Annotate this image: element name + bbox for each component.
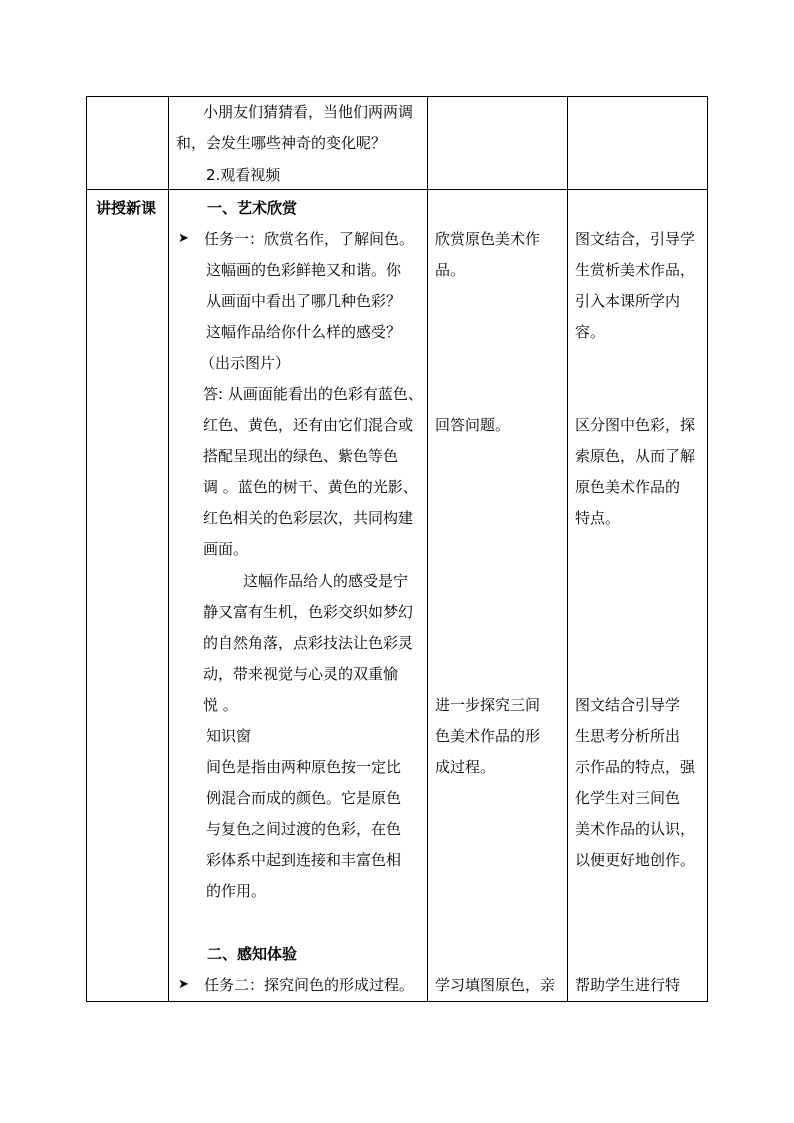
task1-line: 这幅画的色彩鲜艳又和谐。你 xyxy=(206,261,402,279)
design-intent-line: 区分图中色彩，探 xyxy=(575,416,696,434)
knowledge-line: 的作用。 xyxy=(206,882,267,900)
arrow-bullet-icon: ➤ xyxy=(178,231,189,246)
answer-line: 画面。 xyxy=(203,540,249,558)
design-intent-line: 示作品的特点，强 xyxy=(575,758,696,776)
answer-line: 红色相关的色彩层次，共同构建 xyxy=(203,509,414,527)
task1-line: 任务一：欣赏名作，了解间色。 xyxy=(204,230,415,248)
design-intent-line: 化学生对三间色 xyxy=(575,789,681,807)
design-intent-line: 图文结合引导学 xyxy=(575,696,681,714)
feeling-line: 的自然角落，点彩技法让色彩灵 xyxy=(203,634,414,652)
row1-line-3: 2.观看视频 xyxy=(206,166,281,184)
arrow-bullet-icon: ➤ xyxy=(178,977,189,992)
design-intent-line: 生思考分析所出 xyxy=(575,727,681,745)
answer-line: 调 。蓝色的树干、黄色的光影、 xyxy=(203,478,418,496)
row1-line-2: 和，会发生哪些神奇的变化呢？ xyxy=(176,134,387,152)
task1-line: 这幅作品给你什么样的感受？ xyxy=(206,323,402,341)
design-intent-line: 容。 xyxy=(575,323,606,341)
answer-line: 搭配呈现出的绿色、紫色等色 xyxy=(203,447,399,465)
table-border-bottom xyxy=(86,1001,708,1002)
section-label: 讲授新课 xyxy=(96,199,157,217)
design-intent-line: 帮助学生进行特 xyxy=(575,976,681,994)
knowledge-line: 例混合而成的颜色。它是原色 xyxy=(206,789,402,807)
student-activity-line: 品。 xyxy=(435,261,466,279)
row-divider xyxy=(86,189,708,190)
task1-line: （出示图片） xyxy=(200,354,291,372)
row1-line-1: 小朋友们猜猜看，当他们两两调 xyxy=(203,103,414,121)
design-intent-line: 美术作品的认识， xyxy=(575,820,696,838)
knowledge-line: 间色是指由两种原色按一定比 xyxy=(206,758,402,776)
design-intent-line: 以便更好地创作。 xyxy=(575,851,696,869)
feeling-line: 动，带来视觉与心灵的双重愉 xyxy=(203,665,399,683)
column-divider-1 xyxy=(168,96,169,1002)
knowledge-line: 彩体系中起到连接和丰富色相 xyxy=(206,851,402,869)
design-intent-line: 特点。 xyxy=(575,509,621,527)
knowledge-window-title: 知识窗 xyxy=(206,727,252,745)
design-intent-line: 生赏析美术作品， xyxy=(575,261,696,279)
heading-art-appreciation: 一、艺术欣赏 xyxy=(207,199,298,217)
task1-line: 从画面中看出了哪几种色彩？ xyxy=(206,292,402,310)
table-border-left xyxy=(86,96,87,1002)
student-activity-line: 学习填图原色，亲 xyxy=(435,976,556,994)
knowledge-line: 与复色之间过渡的色彩，在色 xyxy=(206,820,402,838)
design-intent-line: 引入本课所学内 xyxy=(575,292,681,310)
heading-perception-experience: 二、感知体验 xyxy=(207,945,298,963)
table-border-right xyxy=(707,96,708,1002)
table-border-top xyxy=(86,96,708,97)
answer-line: 红色、黄色，还有由它们混合或 xyxy=(203,416,414,434)
task2-line: 任务二：探究间色的形成过程。 xyxy=(204,976,415,994)
design-intent-line: 原色美术作品的 xyxy=(575,478,681,496)
student-activity-line: 回答问题。 xyxy=(435,416,511,434)
student-activity-line: 成过程。 xyxy=(435,758,496,776)
feeling-line: 这幅作品给人的感受是宁 xyxy=(243,572,409,590)
student-activity-line: 色美术作品的形 xyxy=(435,727,541,745)
student-activity-line: 欣赏原色美术作 xyxy=(435,230,541,248)
design-intent-line: 索原色，从而了解 xyxy=(575,447,696,465)
design-intent-line: 图文结合，引导学 xyxy=(575,230,696,248)
column-divider-2 xyxy=(427,96,428,1002)
feeling-line: 悦 。 xyxy=(203,696,238,714)
feeling-line: 静又富有生机，色彩交织如梦幻 xyxy=(203,603,414,621)
answer-line: 答: 从画面能看出的色彩有蓝色、 xyxy=(203,385,423,403)
student-activity-line: 进一步探究三间 xyxy=(435,696,541,714)
column-divider-3 xyxy=(567,96,568,1002)
